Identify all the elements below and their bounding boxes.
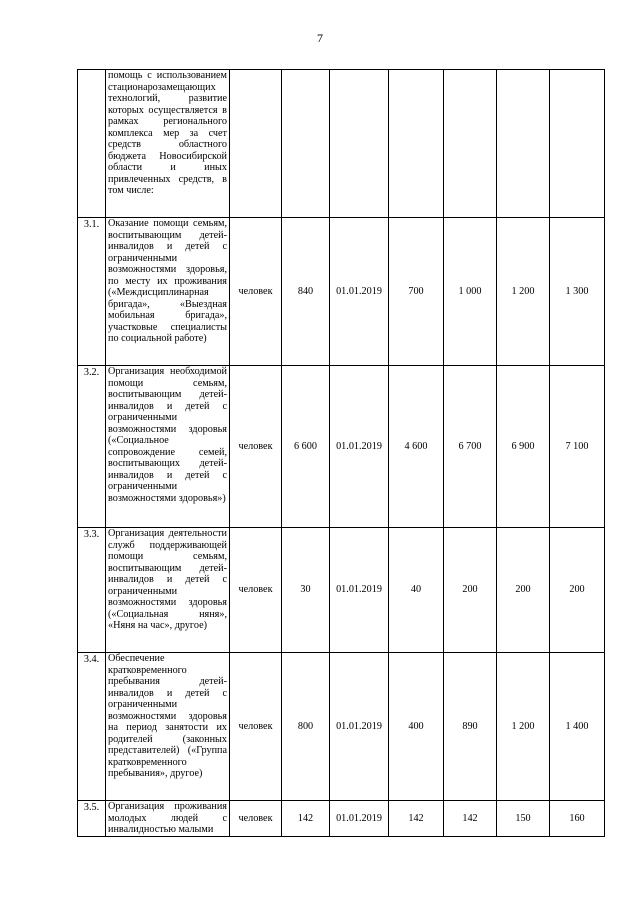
row-year4: 1 400 [550,653,605,801]
indicators-table [77,69,605,837]
row-year4: 7 100 [550,366,605,528]
row-description: Организация проживания молодых людей с инвалидностью малыми [106,801,230,837]
row-unit: человек [230,218,282,366]
table-row [78,70,605,218]
row-year2: 6 700 [444,366,497,528]
table-row [78,653,605,801]
row-year1: 142 [389,801,444,837]
row-base-value [282,70,330,218]
row-year4: 1 300 [550,218,605,366]
table-row [78,801,605,837]
row-description: помощь с использованием стационарозамещающих технологий, развитие которых осуществляется в рамках регионального комплекса мер за счет средств областного бюджета Новосибирской области и иных привлеченных средств, в том числе: [106,70,230,218]
row-base-date: 01.01.2019 [330,528,389,653]
row-base-date: 01.01.2019 [330,801,389,837]
row-number: 3.1. [78,218,106,366]
row-year3: 200 [497,528,550,653]
table-row [78,366,605,528]
row-description: Обеспечение кратковременного пребывания детей-инвалидов и детей с ограниченными возможностями здоровья на период занятости их родителей (законных представителей) («Группа кратковременного пребывания», другое) [106,653,230,801]
row-year3: 150 [497,801,550,837]
row-unit: человек [230,366,282,528]
row-unit: человек [230,528,282,653]
row-unit: человек [230,653,282,801]
row-base-value: 30 [282,528,330,653]
row-year3: 1 200 [497,653,550,801]
row-year2: 142 [444,801,497,837]
row-year1: 700 [389,218,444,366]
row-year3: 6 900 [497,366,550,528]
page-number: 7 [317,31,323,45]
table-row [78,528,605,653]
row-year4: 160 [550,801,605,837]
row-year1: 4 600 [389,366,444,528]
row-base-date [330,70,389,218]
row-description: Организация деятельности служб поддерживающей помощи семьям, воспитывающим детей-инвалидов и детей с ограниченными возможностями здоровья («Социальная няня», «Няня на час», другое) [106,528,230,653]
row-year1 [389,70,444,218]
row-year1: 40 [389,528,444,653]
row-unit: человек [230,801,282,837]
row-number [78,70,106,218]
row-year4: 200 [550,528,605,653]
row-year3: 1 200 [497,218,550,366]
row-year2: 1 000 [444,218,497,366]
row-base-value: 6 600 [282,366,330,528]
row-description: Оказание помощи семьям, воспитывающим детей-инвалидов и детей с ограниченными возможностями здоровья, по месту их проживания («Междисциплинарная бригада», «Выездная мобильная бригада», участковые специалисты по социальной работе) [106,218,230,366]
row-year1: 400 [389,653,444,801]
row-base-date: 01.01.2019 [330,653,389,801]
row-year3 [497,70,550,218]
table-row [78,218,605,366]
row-year4 [550,70,605,218]
row-number: 3.4. [78,653,106,801]
row-unit [230,70,282,218]
row-year2: 890 [444,653,497,801]
row-number: 3.3. [78,528,106,653]
row-year2 [444,70,497,218]
row-base-value: 142 [282,801,330,837]
row-number: 3.5. [78,801,106,837]
row-year2: 200 [444,528,497,653]
row-number: 3.2. [78,366,106,528]
row-base-value: 840 [282,218,330,366]
row-base-date: 01.01.2019 [330,218,389,366]
row-base-value: 800 [282,653,330,801]
row-description: Организация необходимой помощи семьям, воспитывающим детей-инвалидов и детей с ограниченными возможностями здоровья («Социальное сопровождение семей, воспитывающих детей-инвалидов и детей с ограниченными возможностями здоровья») [106,366,230,528]
row-base-date: 01.01.2019 [330,366,389,528]
